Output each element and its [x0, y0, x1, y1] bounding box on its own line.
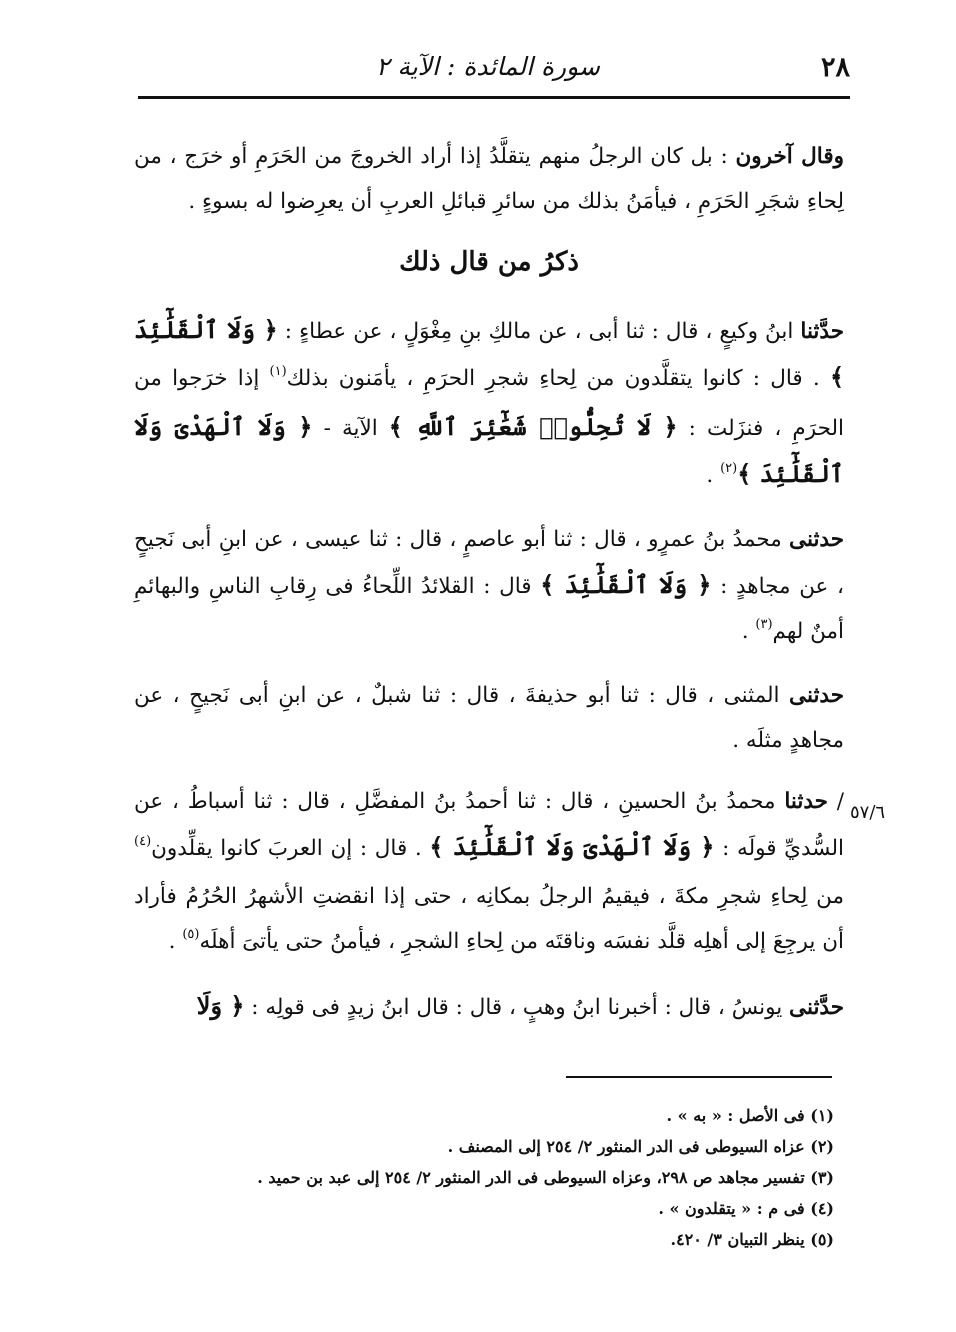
paragraph-text: إذا خرَجوا من الحرَمِ ، فنزَلت : — [134, 366, 844, 441]
quran-quote: ﴿ وَلَا ٱلْقَلَٰٓئِدَ ﴾ — [134, 315, 844, 391]
footnote-5: (٥) ينظر التبيان ٣/ ٤٢٠. — [670, 1230, 834, 1249]
paragraph-text: الآية - — [312, 416, 389, 441]
paragraph-text: . — [168, 929, 183, 954]
header-rule — [138, 96, 850, 99]
quran-quote: ﴿ وَلَا — [196, 991, 245, 1020]
paragraph-lead: حدَّثنا — [800, 319, 844, 344]
page-break-slash: / — [827, 789, 844, 814]
footnote-ref: (٣) — [755, 617, 773, 632]
running-title: سورة المائدة : الآية ٢ — [375, 52, 600, 81]
paragraph-lead: حدثنى — [789, 683, 844, 708]
margin-note: ٥٧/٦ — [850, 802, 886, 823]
quran-quote: ﴿ وَلَا ٱلْقَلَٰٓئِدَ ﴾ — [540, 570, 712, 599]
paragraph-text: . قال : إن العربَ كانوا يقلِّدون — [151, 836, 430, 861]
paragraph-text: من لِحاءِ شجرِ مكةَ ، فيقيمُ الرجلُ بمكانِه ، حتى إذا انقضتِ الأشهرُ الحُرُمُ فأراد أن يرجِعَ إلى أهلِه قلَّد نفسَه وناقتَه من لِحاءِ الشجرِ ، فيأمنُ حتى يأتىَ أهلَه — [134, 884, 844, 954]
paragraph-6 — [134, 983, 844, 1030]
footnote-ref: (١) — [269, 364, 287, 379]
paragraph-2 — [134, 307, 844, 501]
footnote-4: (٤) فى م : « يتقلدون » . — [658, 1199, 834, 1218]
quran-quote: ﴿ وَلَا ٱلْهَدْىَ وَلَا ٱلْقَلَٰٓئِدَ ﴾ — [429, 832, 715, 861]
paragraph-lead: حدثنا — [784, 789, 828, 814]
paragraph-text: قال : القلائدُ اللِّحاءُ فى رِقابِ الناسِ والبهائمِ أمنٌ لهم — [134, 574, 844, 644]
paragraph-lead: حدثنى — [789, 527, 844, 552]
footnote-ref: (٥) — [182, 927, 200, 942]
paragraph-text: محمدُ بنُ عمرٍو ، قال : ثنا أبو عاصمٍ ، قال : ثنا عيسى ، عن ابنِ أبى نَجيحٍ ، عن مجاهدٍ : — [134, 527, 844, 599]
quran-quote: ﴿ وَلَا ٱلْهَدْىَ وَلَا ٱلْقَلَٰٓئِدَ ﴾ — [134, 412, 844, 488]
paragraph-5 — [134, 779, 844, 967]
footnote-2: (٢) عزاه السيوطى فى الدر المنثور ٢/ ٢٥٤ إلى المصنف . — [447, 1137, 834, 1156]
page-number: ٢٨ — [820, 52, 850, 83]
paragraph-1 — [134, 134, 844, 224]
paragraph-text: محمدُ بنُ الحسينِ ، قال : ثنا أحمدُ بنُ المفضَّلِ ، قال : ثنا أسباطُ ، عن السُّديِّ قولَه : — [134, 789, 844, 861]
footnote-ref: (٤) — [134, 834, 152, 849]
paragraph-text: . قال : كانوا يتقلَّدون من لِحاءِ شجرِ الحرَمِ ، يأمَنون بذلك — [286, 366, 830, 391]
paragraph-text: المثنى ، قال : ثنا أبو حذيفةَ ، قال : ثنا شبلٌ ، عن ابنِ أبى نَجيحٍ ، عن مجاهدٍ مثلَه . — [134, 683, 844, 753]
footnotes — [134, 1100, 834, 1255]
paragraph-lead: حدَّثنى — [789, 995, 844, 1020]
paragraph-lead: وقال آخرون — [735, 144, 844, 169]
paragraph-3 — [134, 517, 844, 657]
section-title: ذكرُ من قال ذلك — [399, 247, 579, 277]
footnote-3: (٣) تفسير مجاهد ص ٢٩٨، وعزاه السيوطى فى الدر المنثور ٢/ ٢٥٤ إلى عبد بن حميد . — [257, 1168, 834, 1187]
page-header — [138, 52, 850, 96]
paragraph-4 — [134, 673, 844, 763]
footnote-1: (١) فى الأصل : « به » . — [666, 1106, 834, 1125]
main-text — [134, 134, 844, 1046]
footnote-rule — [566, 1076, 832, 1078]
footnote-ref: (٢) — [720, 461, 738, 476]
paragraph-text: . — [741, 619, 756, 644]
paragraph-text: : بل كان الرجلُ منهم يتقلَّدُ إذا أراد الخروجَ من الحَرَمِ أو خرَج ، من لِحاءِ شجَرِ الحَرَمِ ، فيأمَنُ بذلك من سائرِ قبائلِ العربِ أن يعرِضوا له بسوءٍ . — [134, 144, 844, 214]
paragraph-text: يونسُ ، قال : أخبرنا ابنُ وهبٍ ، قال : قال ابنُ زيدٍ فى قولِه : — [244, 995, 790, 1020]
quran-quote: ﴿ لَا تُحِلُّوا۟ شَعَٰٓئِرَ ٱللَّهِ ﴾ — [388, 412, 678, 441]
paragraph-text: . — [706, 463, 721, 488]
paragraph-text: ابنُ وكيعٍ ، قال : ثنا أبى ، عن مالكِ بنِ مِغْوَلٍ ، عن عطاءٍ : — [277, 319, 801, 344]
